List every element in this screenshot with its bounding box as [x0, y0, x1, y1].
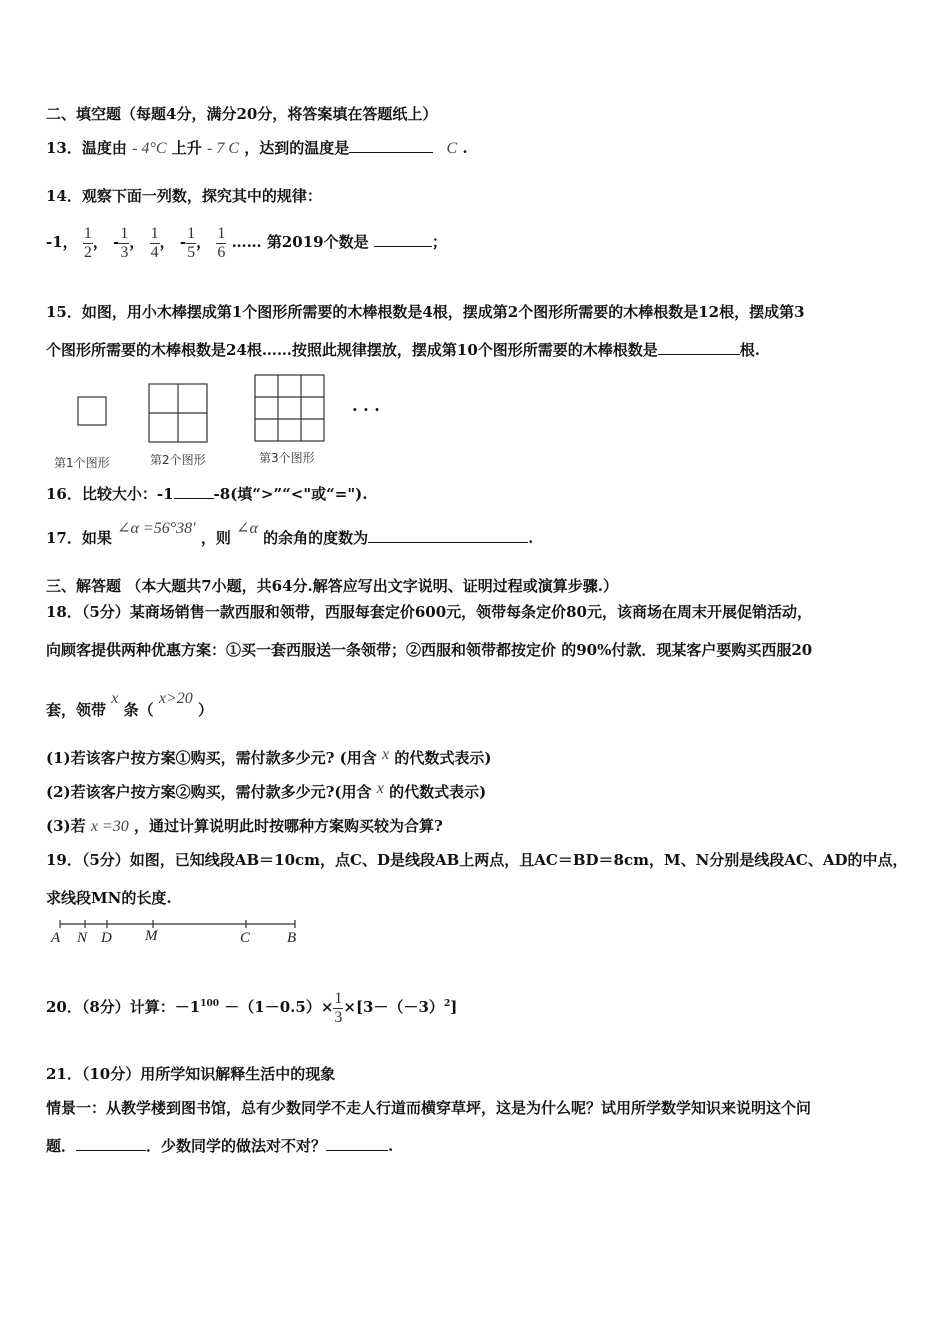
q21-text-1: 题． — [46, 1137, 77, 1155]
question-21-line-2: 情景一：从教学楼到图书馆，总有少数同学不走人行道而横穿草坪，这是为什么呢？试用所学数学知识来说明这个问 — [46, 1099, 812, 1117]
question-18-line-1: 18．（5分）某商场销售一款西服和领带，西服每套定价600元，领带每条定价80元，该商场在周末开展促销活动， — [46, 603, 813, 621]
q14-fraction-1: $\frac{1}{2}$ — [83, 224, 92, 261]
q13-end: . — [462, 139, 468, 157]
q16-text-1: 16．比较大小：-1 — [46, 485, 174, 503]
q17-text-2: ，则 — [200, 529, 231, 547]
question-15-line-2 — [46, 340, 760, 360]
q14-fraction-2: $\frac{1}{3}$ — [120, 224, 129, 261]
q13-text-3: ，达到的温度是 — [244, 139, 350, 157]
q17-text-1: 17．如果 — [46, 529, 112, 547]
point-label-b: B — [287, 930, 297, 946]
point-label-d: D — [101, 930, 112, 946]
question-18-part-3 — [46, 816, 443, 837]
q20-text-2: －（1－0.5）× — [224, 998, 334, 1016]
q14-first-term: -1， — [46, 233, 78, 251]
q15-stick-figures — [70, 370, 400, 450]
figure-3-grid — [255, 375, 324, 441]
point-label-n: N — [77, 930, 88, 946]
question-19-line-1: 19．（5分）如图，已知线段AB＝10cm，点C、D是线段AB上两点，且AC＝BD＝8cm，M、N分别是线段AC、AD的中点， — [46, 851, 908, 869]
question-18-line-2: 向顾客提供两种优惠方案：①买一套西服送一条领带；②西服和领带都按定价 的90%付款．现某客户要购买西服20 — [46, 641, 813, 659]
figure-1-label: 第1个图形 — [54, 456, 110, 470]
question-15-line-1: 15．如图，用小木棒摆成第1个图形所需要的木棒根数是4根，摆成第2个图形所需要的木棒根数是12根，摆成第3 — [46, 303, 805, 321]
q14-tail: …… 第2019个数是 — [231, 233, 369, 251]
q15-end: 根. — [739, 341, 760, 359]
q13-unit: C — [446, 140, 458, 157]
q18-math-condition: x>20 — [158, 690, 193, 707]
q13-math-rise: - 7 C — [207, 140, 240, 157]
question-14-line-1: 14．观察下面一列数，探究其中的规律： — [46, 187, 322, 205]
q13-text-2: 上升 — [171, 139, 202, 157]
question-20 — [46, 984, 457, 1027]
q13-text-1: 温度由 — [81, 139, 127, 157]
q18-p2-text-1: (2)若该客户按方案②购买，需付款多少元?(用含 — [46, 783, 372, 801]
q14-end: ； — [431, 233, 447, 251]
question-14-line-2 — [46, 222, 447, 262]
q18-p1-text-2: 的代数式表示) — [394, 749, 492, 767]
q18-p1-text-1: (1)若该客户按方案①购买，需付款多少元? (用含 — [46, 749, 377, 767]
q17-end: . — [528, 529, 534, 547]
section-3-header: 三、解答题 （本大题共7小题，共64分.解答应写出文字说明、证明过程或演算步骤.） — [46, 577, 618, 595]
q20-exponent-100: 100 — [200, 999, 220, 1009]
question-18-line-3 — [46, 690, 213, 721]
q14-sep: ， — [129, 233, 145, 251]
question-18-part-2 — [46, 782, 486, 803]
q15-text: 个图形所需要的木棒根数是24根……按照此规律摆放，摆成第10个图形所需要的木棒根数是 — [46, 341, 658, 359]
q15-answer-blank[interactable] — [658, 340, 740, 355]
q18-math-x: x — [111, 690, 119, 707]
q20-exponent-2: 2 — [443, 999, 451, 1009]
q13-math-start-temp: - 4°C — [132, 140, 167, 157]
q17-angle-given: ∠α =56°38′ — [117, 520, 196, 537]
q18-p1-math-x: x — [381, 746, 390, 763]
q20-text-4: ] — [450, 998, 458, 1016]
figure-2-label: 第2个图形 — [150, 453, 206, 467]
q18-text-3: ） — [197, 701, 213, 719]
figure-2-grid — [149, 384, 207, 442]
q14-sep: ， — [159, 233, 175, 251]
question-21-line-3 — [46, 1136, 393, 1156]
q18-text-2: 条（ — [123, 701, 154, 719]
q17-answer-blank[interactable] — [368, 528, 528, 543]
q17-angle: ∠α — [236, 520, 258, 537]
q16-text-2: -8(填“>”“<"或“="). — [213, 485, 368, 503]
question-17 — [46, 520, 534, 549]
point-label-c: C — [240, 930, 251, 946]
q21-end: . — [388, 1137, 394, 1155]
q18-p3-text-1: (3)若 — [46, 817, 86, 835]
q20-text-3: ×[3－（－3） — [343, 998, 444, 1016]
point-label-m: M — [145, 928, 158, 944]
q16-answer-blank[interactable] — [174, 484, 214, 499]
q18-p2-math-x: x — [376, 780, 384, 797]
figure-1-grid — [78, 397, 106, 425]
q14-neg: - — [113, 233, 120, 251]
q14-neg: - — [179, 233, 187, 251]
point-label-a: A — [51, 930, 61, 946]
q19-line-segment — [55, 918, 305, 932]
q14-fraction-4: $\frac{1}{5}$ — [187, 224, 196, 261]
q14-fraction-5: $\frac{1}{6}$ — [217, 224, 226, 261]
q17-text-3: 的余角的度数为 — [263, 529, 369, 547]
question-13 — [46, 138, 468, 159]
q18-p2-text-2: 的代数式表示) — [389, 783, 487, 801]
q21-answer-blank-1[interactable] — [76, 1136, 146, 1151]
q21-answer-blank-2[interactable] — [326, 1136, 388, 1151]
section-2-header: 二、填空题（每题4分，满分20分，将答案填在答题纸上） — [46, 105, 438, 123]
q14-sep: ， — [196, 233, 212, 251]
question-18-part-1 — [46, 748, 491, 769]
q21-text-2: ．少数同学的做法对不对？ — [146, 1137, 327, 1155]
q14-fraction-3: $\frac{1}{4}$ — [150, 224, 159, 261]
q13-number: 13． — [46, 139, 82, 157]
q18-p3-text-2: ，通过计算说明此时按哪种方案购买较为合算? — [134, 817, 443, 835]
q20-text-1: 20．（8分）计算：－1 — [46, 998, 201, 1016]
question-21-line-1: 21．（10分）用所学知识解释生活中的现象 — [46, 1065, 336, 1083]
figure-3-label: 第3个图形 — [259, 451, 315, 465]
q15-continuation-dots: · · · — [352, 400, 380, 419]
q13-answer-blank[interactable] — [349, 138, 433, 153]
q20-fraction: $\frac{1}{3}$ — [334, 989, 343, 1026]
q14-sep: ， — [92, 233, 108, 251]
question-16 — [46, 484, 367, 504]
question-19-line-2: 求线段MN的长度. — [46, 889, 172, 907]
q18-text-1: 套，领带 — [46, 701, 107, 719]
q14-answer-blank[interactable] — [374, 232, 432, 247]
q18-p3-math: x =30 — [90, 818, 129, 835]
